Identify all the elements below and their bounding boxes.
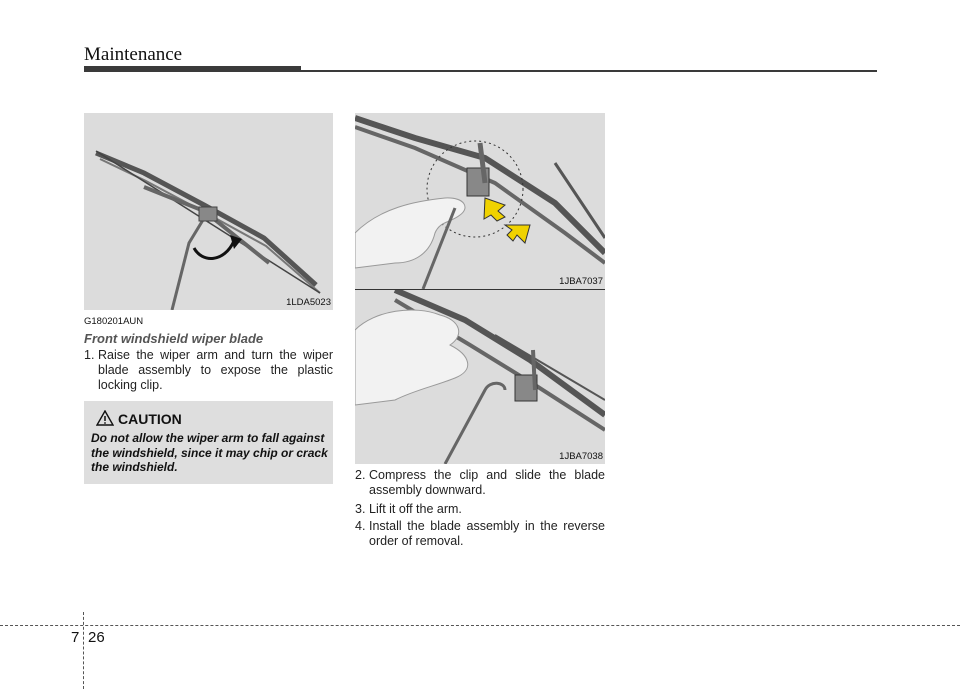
wiper-raise-illustration xyxy=(84,113,333,310)
section-title: Front windshield wiper blade xyxy=(84,331,264,346)
figure-label: 1JBA7038 xyxy=(559,451,603,462)
figure-label: 1JBA7037 xyxy=(559,276,603,287)
step-2 xyxy=(355,468,605,498)
footer-divider xyxy=(0,625,960,626)
step-number: 3. xyxy=(355,502,366,516)
figure-wiper-raise xyxy=(84,113,333,310)
step-text: Compress the clip and slide the blade assembly downward. xyxy=(369,468,605,497)
step-1 xyxy=(84,348,333,393)
step-number: 2. xyxy=(355,468,366,482)
step-number: 1. xyxy=(84,348,95,362)
step-text: Lift it off the arm. xyxy=(369,502,462,516)
step-text: Install the blade assembly in the reverse order of removal. xyxy=(369,519,605,548)
slide-blade-illustration xyxy=(355,290,605,464)
figure-compress-clip xyxy=(355,113,605,290)
footer-vertical-divider xyxy=(83,612,84,689)
page-number: 26 xyxy=(88,629,105,646)
warning-icon xyxy=(96,410,114,426)
figure-label: 1LDA5023 xyxy=(286,297,331,308)
compress-clip-illustration xyxy=(355,113,605,289)
step-3 xyxy=(355,502,605,517)
caution-box xyxy=(84,401,333,484)
caution-text: Do not allow the wiper arm to fall against the windshield, since it may chip or crack the windshield. xyxy=(91,431,328,474)
header-rule-thick xyxy=(84,66,301,72)
section-header-title: Maintenance xyxy=(84,44,183,65)
caution-heading: CAUTION xyxy=(118,411,182,427)
figure-slide-blade xyxy=(355,290,605,464)
step-number: 4. xyxy=(355,519,366,533)
step-4 xyxy=(355,519,605,549)
section-code: G180201AUN xyxy=(84,316,144,327)
chapter-number: 7 xyxy=(71,629,80,646)
step-text: Raise the wiper arm and turn the wiper blade assembly to expose the plastic locking clip. xyxy=(98,348,333,392)
header-rule-thin xyxy=(301,70,877,72)
